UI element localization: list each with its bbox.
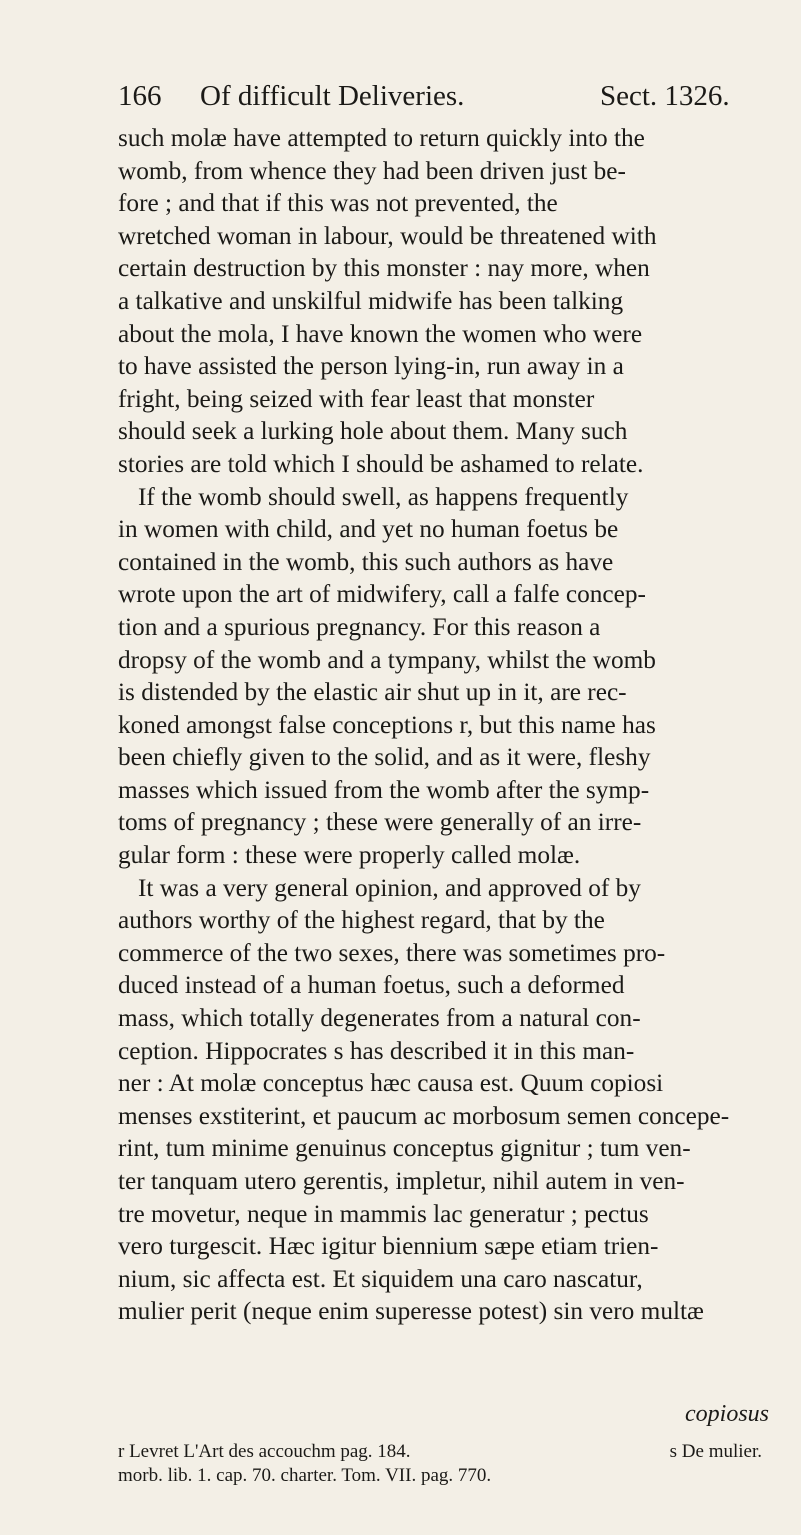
- text-line: ter tanquam utero gerentis, impletur, nihil autem in ven-: [118, 1167, 685, 1195]
- text-line: should seek a lurking hole about them. Many such: [118, 417, 628, 446]
- text-line: about the mola, I have known the women who were: [118, 319, 643, 348]
- text-line: womb, from whence they had been driven just be-: [118, 156, 626, 185]
- catchword: copiosus: [685, 1401, 769, 1427]
- text-line: been chiefly given to the solid, and as it were, fleshy: [118, 743, 651, 772]
- text-line: ception. Hippocrates s has described it in this man-: [118, 1036, 635, 1065]
- text-line: to have assisted the person lying-in, run away in a: [118, 352, 624, 381]
- text-line: commerce of the two sexes, there was sometimes pro-: [118, 938, 666, 967]
- text-line: stories are told which I should be ashamed to relate.: [118, 449, 644, 478]
- text-line: in women with child, and yet no human foetus be: [118, 515, 619, 544]
- text-line: tre movetur, neque in mammis lac generatur ; pectus: [118, 1199, 649, 1228]
- page-number: 166: [118, 80, 162, 112]
- text-line: menses exstiterint, et paucum ac morbosum semen concepe-: [118, 1101, 730, 1130]
- text-line: mass, which totally degenerates from a natural con-: [118, 1004, 641, 1033]
- text-line: fright, being seized with fear least that monster: [118, 384, 595, 413]
- text-line: gular form : these were properly called molæ.: [118, 841, 581, 870]
- text-line: duced instead of a human foetus, such a deformed: [118, 971, 625, 1000]
- text-line: nium, sic affecta est. Et siquidem una caro nascatur,: [118, 1264, 643, 1293]
- text-line: a talkative and unskilful midwife has been talking: [118, 286, 624, 315]
- text-line: wretched woman in labour, would be threatened with: [118, 221, 657, 250]
- text-line: ner : At molæ conceptus hæc causa est. Quum copiosi: [118, 1069, 664, 1098]
- footnote-s: s De mulier.: [669, 1441, 762, 1462]
- text-line: wrote upon the art of midwifery, call a falfe concep-: [118, 580, 646, 609]
- footnote-line: r Levret L'Art des accouchm pag. 184.: [118, 1441, 411, 1462]
- text-line: such molæ have attempted to return quickly into the: [118, 124, 645, 152]
- footnote-line: morb. lib. 1. cap. 70. charter. Tom. VII. pag. 770.: [118, 1465, 492, 1486]
- text-line: rint, tum minime genuinus conceptus gignitur ; tum ven-: [118, 1134, 691, 1163]
- body-text: [118, 122, 770, 1328]
- text-line: authors worthy of the highest regard, that by the: [118, 906, 605, 935]
- text-line: koned amongst false conceptions r, but this name has: [118, 710, 656, 739]
- text-line: toms of pregnancy ; these were generally of an irre-: [118, 808, 642, 837]
- text-line: contained in the womb, this such authors as have: [118, 547, 614, 576]
- text-line: is distended by the elastic air shut up in it, are rec-: [118, 678, 627, 707]
- section-number: Sect. 1326.: [600, 80, 730, 112]
- footnote-r: [118, 1440, 491, 1488]
- text-line: dropsy of the womb and a tympany, whilst the womb: [118, 645, 656, 674]
- text-line: certain destruction by this monster : nay more, when: [118, 254, 650, 283]
- text-line: vero turgescit. Hæc igitur biennium sæpe etiam trien-: [118, 1232, 659, 1261]
- running-title: Of difficult Deliveries.: [200, 80, 465, 112]
- text-line: It was a very general opinion, and approved of by: [138, 873, 641, 902]
- text-line: tion and a spurious pregnancy. For this reason a: [118, 612, 601, 641]
- text-line: If the womb should swell, as happens frequently: [138, 482, 629, 511]
- text-line: masses which issued from the womb after the symp-: [118, 775, 650, 804]
- text-line: mulier perit (neque enim superesse potest) sin vero multæ: [118, 1297, 704, 1326]
- text-line: fore ; and that if this was not prevented, the: [118, 189, 558, 218]
